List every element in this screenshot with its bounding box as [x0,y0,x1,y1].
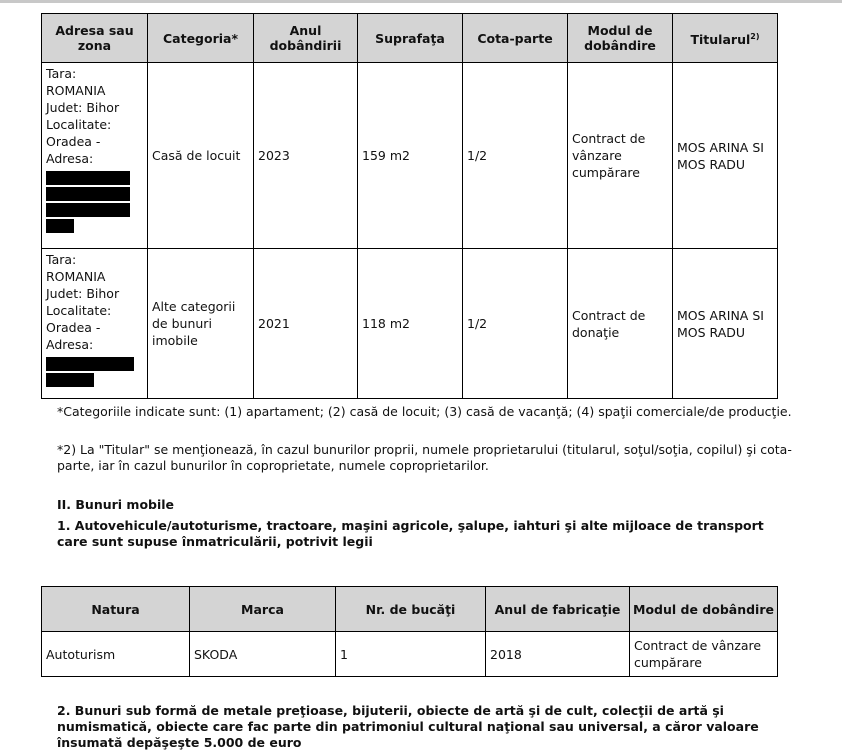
table-row [42,632,778,677]
table-row [42,63,778,249]
mode-cell: Contract de donaţie [568,249,673,399]
header-owner [673,14,778,63]
redacted-block [46,357,134,371]
address-text: Tara: ROMANIA Judet: Bihor Localitate: Oradea - Adresa: [46,66,120,166]
table-row [42,249,778,399]
header-area: Suprafaţa [358,14,463,63]
count-cell: 1 [336,632,486,677]
year-cell: 2021 [254,249,358,399]
redacted-block [46,187,130,201]
fabrication-year-cell: 2018 [486,632,630,677]
redacted-block [46,219,74,233]
header-category: Categoria* [148,14,254,63]
section-subtitle-2: 2. Bunuri sub formă de metale preţioase, bijuterii, obiecte de artă şi de cult, colecţii de artă şi numismatică, obiecte care fac parte din patrimoniul cultural naţional sau universal, a căror valoare însumată depăşeşte 5.000 de euro [57,703,759,750]
owner-cell: MOS ARINA SI MOS RADU [673,63,778,249]
area-cell: 159 m2 [358,63,463,249]
redacted-block [46,171,130,185]
footnote-mark: 2) [750,31,760,41]
note-categories: *Categoriile indicate sunt: (1) apartament; (2) casă de locuit; (3) casă de vacanţă; (4) spaţii comerciale/de producţie. [57,404,792,419]
address-text: Tara: ROMANIA Judet: Bihor Localitate: Oradea - Adresa: [46,252,120,352]
share-cell: 1/2 [463,249,568,399]
table-header-row [42,14,778,63]
address-cell [42,249,148,399]
address-cell [42,63,148,249]
header-fabrication-year: Anul de fabricaţie [486,587,630,632]
header-year: Anul dobândirii [254,14,358,63]
section-title: II. Bunuri mobile [57,497,175,512]
header-share: Cota-parte [463,14,568,63]
redacted-block [46,203,130,217]
header-count: Nr. de bucăţi [336,587,486,632]
share-cell: 1/2 [463,63,568,249]
category-cell: Alte categorii de bunuri imobile [148,249,254,399]
header-brand: Marca [190,587,336,632]
header-acquisition-mode: Modul de dobândire [630,587,778,632]
header-mode: Modul de dobândire [568,14,673,63]
section-subtitle-1: 1. Autovehicule/autoturisme, tractoare, maşini agricole, şalupe, iahturi şi alte mijloace de transport care sunt supuse înmatriculării, potrivit legii [57,518,764,549]
redacted-block [46,373,94,387]
area-cell: 118 m2 [358,249,463,399]
header-address: Adresa sau zona [42,14,148,63]
table-header-row [42,587,778,632]
nature-cell: Autoturism [42,632,190,677]
brand-cell: SKODA [190,632,336,677]
header-nature: Natura [42,587,190,632]
year-cell: 2023 [254,63,358,249]
owner-cell: MOS ARINA SI MOS RADU [673,249,778,399]
mode-cell: Contract de vânzare cumpărare [568,63,673,249]
real-estate-table [41,13,778,399]
top-border [0,0,842,3]
header-owner-label: Titularul [690,32,751,48]
note-titular: *2) La "Titular" se menţionează, în cazul bunurilor proprii, numele proprietarului (titularul, soţul/soţia, copilul) şi cota-parte, iar în cazul bunurilor în coproprietate, numele coproprietarilor. [57,442,792,473]
category-cell: Casă de locuit [148,63,254,249]
acquisition-mode-cell: Contract de vânzare cumpărare [630,632,778,677]
vehicle-table [41,586,778,677]
